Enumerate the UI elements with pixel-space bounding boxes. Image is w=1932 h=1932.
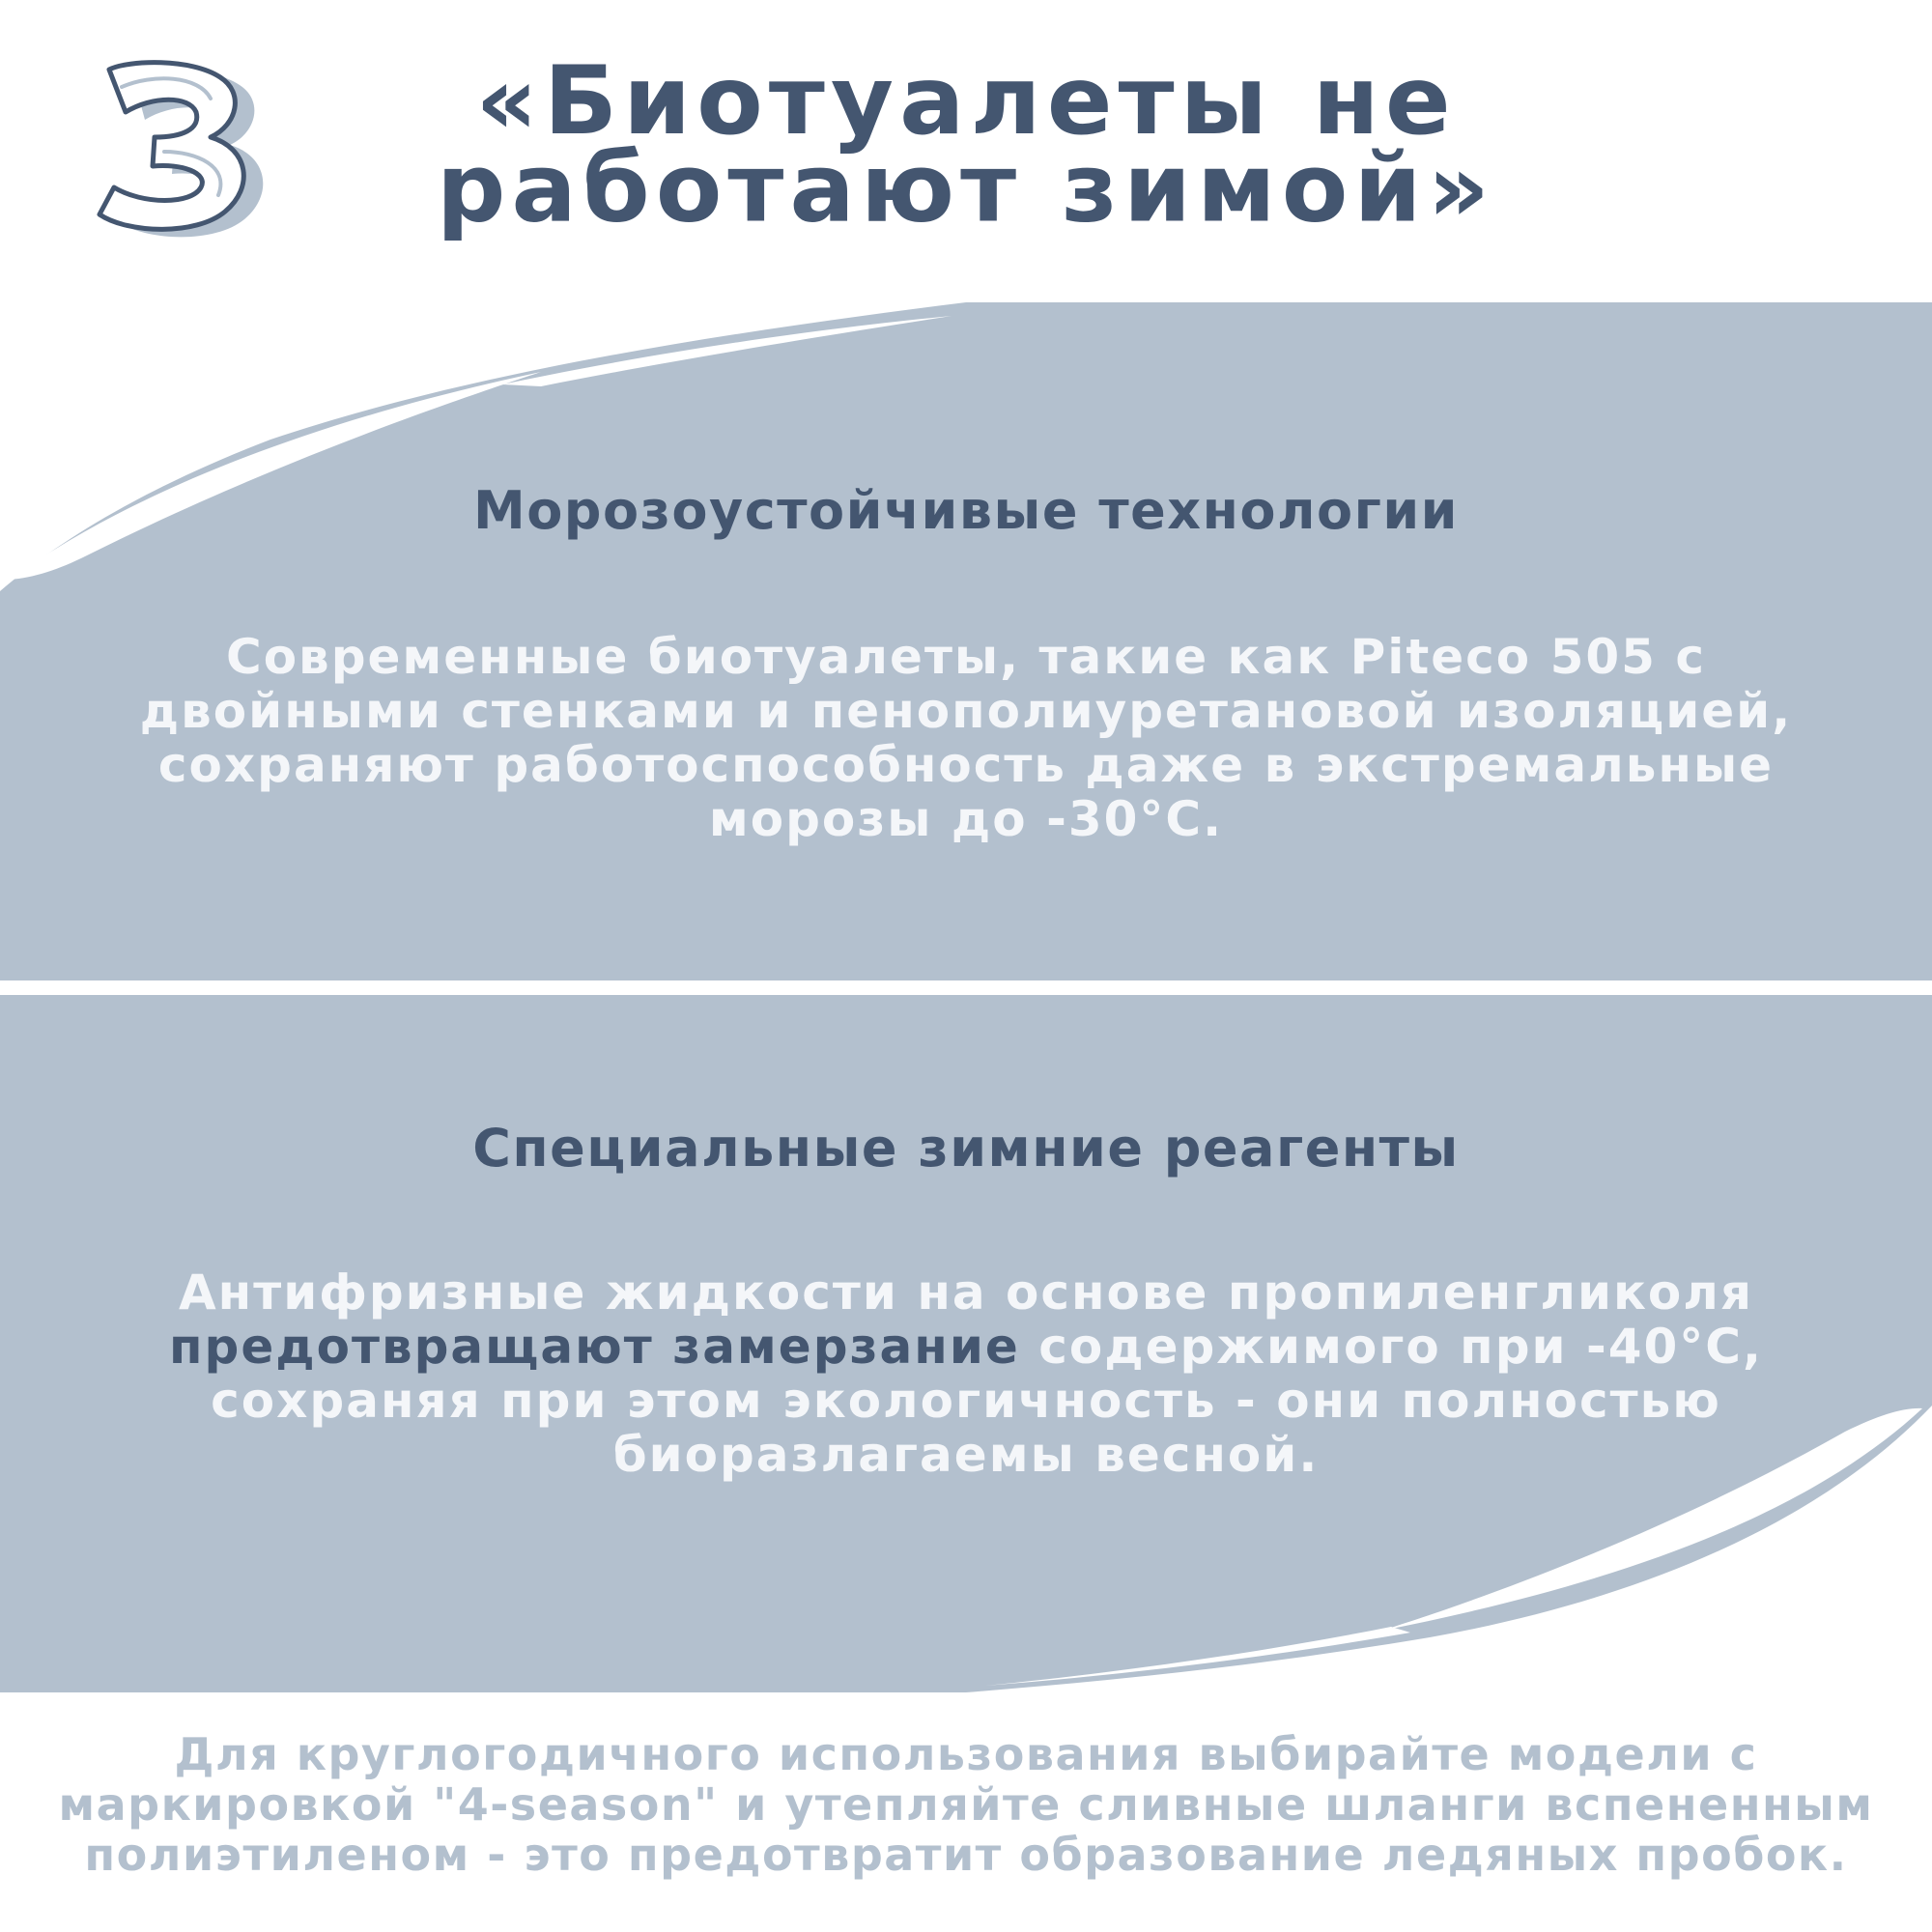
title-line-1: «Биотуалеты не [475, 45, 1457, 156]
body-text-end: содержимого при -40°C, сохраняя при этом экологичность - они полностью биоразлагаемы весной. [211, 1319, 1763, 1483]
section-heading-winter-reagents: Специальные зимние реагенты [472, 1118, 1460, 1179]
section-body-frost-resistant: Современные биотуалеты, такие как Piteco 505 с двойными стенками и пенополиуретановой изоляцией, сохраняют работоспособность даже в экстремальные морозы до -30°C. [139, 629, 1793, 847]
footer-tip: Для круглогодичного использования выбирайте модели с маркировкой "4-season" и утепляйте сливные шланги вспененным полиэтиленом - это предотвратит образование ледяных пробок. [58, 1728, 1874, 1881]
body-text-start: Антифризные жидкости на основе пропиленгликоля [178, 1264, 1753, 1321]
page-title [290, 45, 1642, 243]
section-body-winter-reagents [116, 1265, 1816, 1482]
number-three-outline-icon [85, 60, 278, 243]
section-heading-frost-resistant: Морозоустойчивые технологии [472, 480, 1460, 541]
body-text-highlight: предотвращают замерзание [169, 1319, 1020, 1375]
title-line-2: работают зимой» [436, 132, 1496, 243]
